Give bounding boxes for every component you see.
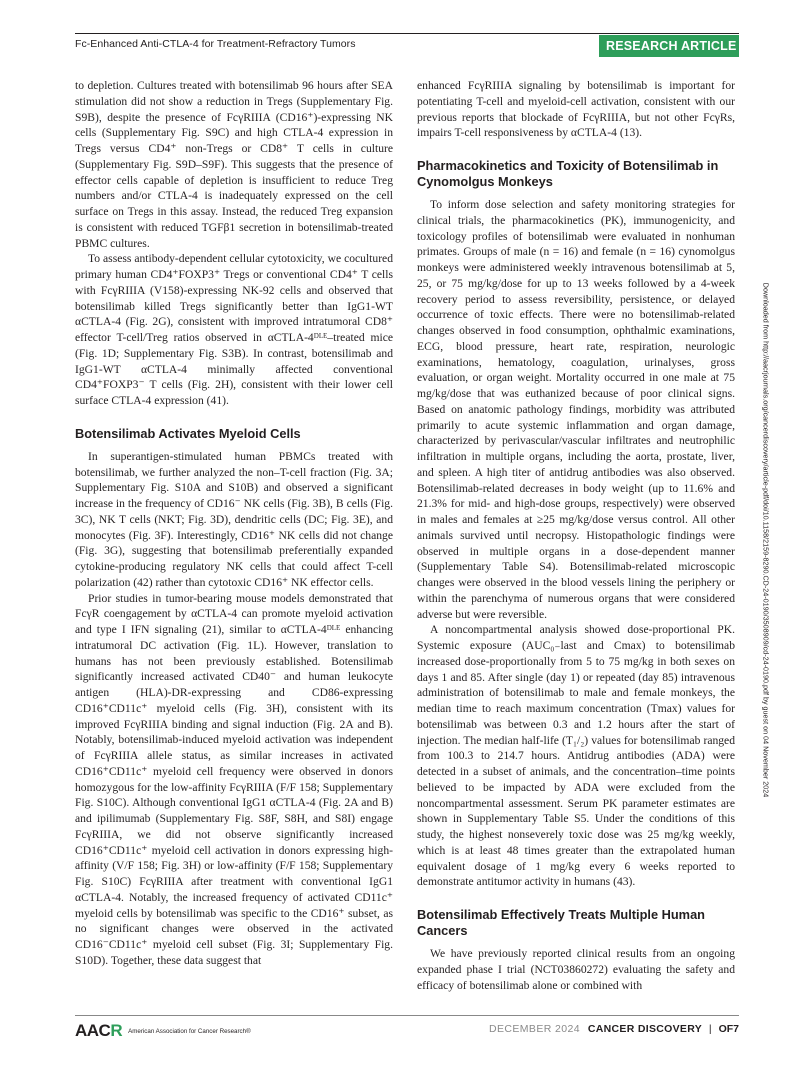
left-paragraph-2: To assess antibody-dependent cellular cytotoxicity, we cocultured primary human CD4⁺FOXP3⁺ Tregs or conventional CD4⁺ T cells with FcγRIIIA (V158)-expressing NK-92 cells and observed that botensilimab killed Tregs significantly better than IgG1-WT αCTLA-4 (Fig. 2G), consistent with improved intratumoral CD8⁺ effector T-cell/Treg ratios observed in αCTLA-4ᴰᴸᴱ–treated mice (Fig. 1D; Supplementary Fig. S3B). In contrast, botensilimab and IgG1-WT αCTLA-4 minimally affected conventional CD4⁺FOXP3⁻ T cells (Fig. 2H), consistent with their lower cell surface CTLA-4 expression (41). — [75, 252, 393, 407]
left-paragraph-4: Prior studies in tumor-bearing mouse models demonstrated that FcγR coengagement by αCTLA-4 can promote myeloid activation and type I IFN signaling (21), similar to αCTLA-4ᴰᴸᴱ enhancing intratumoral DC activation (Fig. 1L). However, translation to humans has not been previously established. Botensilimab significantly increased activated CD40⁻ and human leukocyte antigen (HLA)-DR-expressing and CD86-expressing CD16⁺CD11c⁺ myeloid cells (Fig. 3H), consistent with its improved FcγRIIIA binding and signal induction (Fig. 2A and B). Notably, botensilimab-induced myeloid activation was independent of FcγRIIIA allele status, as similar increases in activated CD16⁺CD11c⁺ myeloid cell frequency were observed in donors homozygous for the low-affinity FcγRIIIA (F/F 158; Supplementary Fig. S10C). Although conventional IgG1 αCTLA-4 (Fig. 2A and B) and ipilimumab (Supplementary Fig. S8F, S8H, and S8I) engage FcγRIIIA, we did not observe significantly increased CD16⁺CD11c⁺ myeloid cell activation in donors expressing high-affinity (V/F 158; Fig. 3H) or low-affinity (F/F 158; Supplementary Fig. S10C) FcγRIIIA after treatment with conventional IgG1 αCTLA-4. Notably, the increased frequency of activated CD11c⁺ myeloid cells by botensilimab was specific to the CD16⁺ subset, as no significant changes were observed in the activated CD16⁻CD11c⁺ myeloid cell subset (Fig. 3I; Supplementary Fig. S10D). Together, these data suggest that — [75, 591, 393, 967]
footer-journal: CANCER DISCOVERY — [587, 1023, 702, 1035]
running-title: Fc-Enhanced Anti-CTLA-4 for Treatment-Refractory Tumors — [75, 38, 356, 50]
footer-page-number: OF7 — [718, 1023, 739, 1035]
footer-separator: | — [708, 1023, 712, 1035]
left-paragraph-1: to depletion. Cultures treated with botensilimab 96 hours after SEA stimulation did not show a reduction in Tregs (Supplementary Fig. S9B), despite the presence of FcγRIIIA (CD16⁺)-expressing NK cells (Supplementary Fig. S9C) and high CTLA-4 expression in Tregs versus CD4⁺ non-Tregs or CD8⁺ T cells in culture (Supplementary Fig. S9D–S9F). This suggests that the presence of effector cells capable of depletion is insufficient to reduce Treg numbers and/or CTLA-4 is inadequately expressed on the cell surface on Tregs in this assay. Instead, the reduced Treg expansion is consistent with reduced TGFβ1 secretion in botensilimab-treated PBMC cultures. — [75, 79, 393, 250]
aacr-logo[interactable] — [75, 1021, 251, 1041]
right-paragraph-3: A noncompartmental analysis showed dose-proportional PK. Systemic exposure (AUC₀₋last and Cmax) to botensilimab increased dose-proportionally from 5 to 75 mg/kg in both sexes on days 1 and 85. After single (day 1) or repeated (day 85) intravenous administration of botensilimab to male and female monkeys, the median time to reach maximum concentration (Tmax) values for botensilimab was between 0.3 and 1.2 hours after the start of injection. The median half-life (T₁/₂) values for botensilimab ranged from 100.3 to 214.7 hours. Antidrug antibodies (ADA) were detected in a subset of animals, and the concentration–time points believed to be impacted by ADA were excluded from the noncompartmental assessment. Serum PK parameter estimates are shown in Supplementary Table S5. Under the conditions of this study, the highest nonseverely toxic dose was 25 mg/kg weekly, which is at least 48 times greater than the extrapolated human equivalent dosage of 1 mg/kg every 6 weeks reported to demonstrate antitumor activity in humans (43). — [417, 623, 735, 889]
header-rule — [75, 33, 739, 34]
section-heading-pk-toxicity: Pharmacokinetics and Toxicity of Botensilimab in Cynomolgus Monkeys — [417, 158, 719, 189]
right-paragraph-1: enhanced FcγRIIIA signaling by botensilimab is important for potentiating T-cell and myeloid-cell activation, consistent with our previous reports that blockade of FcγRIIIA, but not other FcγRs, impairs T-cell responsiveness by αCTLA-4 (13). — [417, 79, 735, 140]
left-column — [75, 78, 393, 969]
download-side-note-text: Downloaded from http://aacrjournals.org/cancerdiscovery/article-pdf/doi/10.1158/2159-8290.CD-24-0190/3508909/cd-24-0190.pdf by guest on 04 November 2024 — [761, 282, 771, 798]
section-heading-human-cancers: Botensilimab Effectively Treats Multiple Human Cancers — [417, 907, 705, 938]
aacr-logo-accent: R — [110, 1021, 123, 1040]
right-paragraph-4: We have previously reported clinical results from an ongoing expanded phase I trial (NCT03860272) evaluating the safety and efficacy of botensilimab alone or combined with — [417, 947, 735, 992]
footer-org-name: American Association for Cancer Research® — [128, 1027, 251, 1035]
left-paragraph-3: In superantigen-stimulated human PBMCs treated with botensilimab, we further analyzed the non–T-cell fraction (Fig. 3A; Supplementary Fig. S10A and S10B) and observed a significant increase in the frequency of CD16⁻ NK cells (Fig. 3B), B cells (Fig. 3C), NK T cells (NKT; Fig. 3D), dendritic cells (DC; Fig. 3E), and monocytes (Fig. 3F). Interestingly, CD16⁺ NK cells did not change (Fig. 3G), suggesting that botensilimab preferentially expanded cytokine-producing regulatory NK cells that could affect T-cell polarization (42) rather than cytotoxic CD16⁺ NK effector cells. — [75, 449, 393, 589]
right-column — [417, 78, 735, 993]
footer-folio — [489, 1023, 739, 1035]
download-side-note — [760, 240, 772, 840]
aacr-logo-main: AAC — [75, 1021, 111, 1040]
right-paragraph-2: To inform dose selection and safety monitoring strategies for clinical trials, the pharmacokinetics (PK), immunogenicity, and toxicology profiles of botensilimab were evaluated in nonhuman primates. Groups of male (n = 16) and female (n = 16) cynomolgus monkeys were administered weekly intravenous botensilimab at 5, 25, or 75 mg/kg/dose for up to 13 weeks followed by a 4-week recovery period to assess reversibility, persistence, or delayed occurrence of toxic effects. There were no botensilimab-related changes observed in food consumption, ophthalmic examinations, ECG, blood pressure, heart rate, respiration, neurologic examinations, hematology, coagulation, urinalyses, gross evaluation, or organ weight. Mortality occurred in one male at 75 mg/kg/dose that was euthanized because of poor clinical signs. Based on anatomic pathology findings, morbidity was attributed primarily to acute systemic inflammation and organ damage, characterized by perivascular/vascular infiltrates and neutrophilic infiltration in multiple organs, including the aorta, prostate, liver, and spleen. A high titer of antidrug antibodies was also observed. Botensilimab-related decreases in body weight (up to 11.6% and 21.3% for mid- and high-dose groups, respectively) were observed in males and females at ≥25 mg/kg/dose versus control. All other animals survived until necropsy. Histopathologic findings were observed in multiple organs in a dose-dependent manner (Supplementary Table S4). Botensilimab-related microscopic changes were observed in the blood vessels lining the periphery or within the parenchyma of numerous organs that were considered adverse but were reversible. — [417, 198, 735, 621]
footer-date: DECEMBER 2024 — [489, 1023, 580, 1035]
section-heading-myeloid: Botensilimab Activates Myeloid Cells — [75, 425, 301, 441]
footer-rule — [75, 1015, 739, 1016]
section-tag: RESEARCH ARTICLE — [599, 35, 739, 57]
aacr-logo-mark — [75, 1021, 122, 1041]
